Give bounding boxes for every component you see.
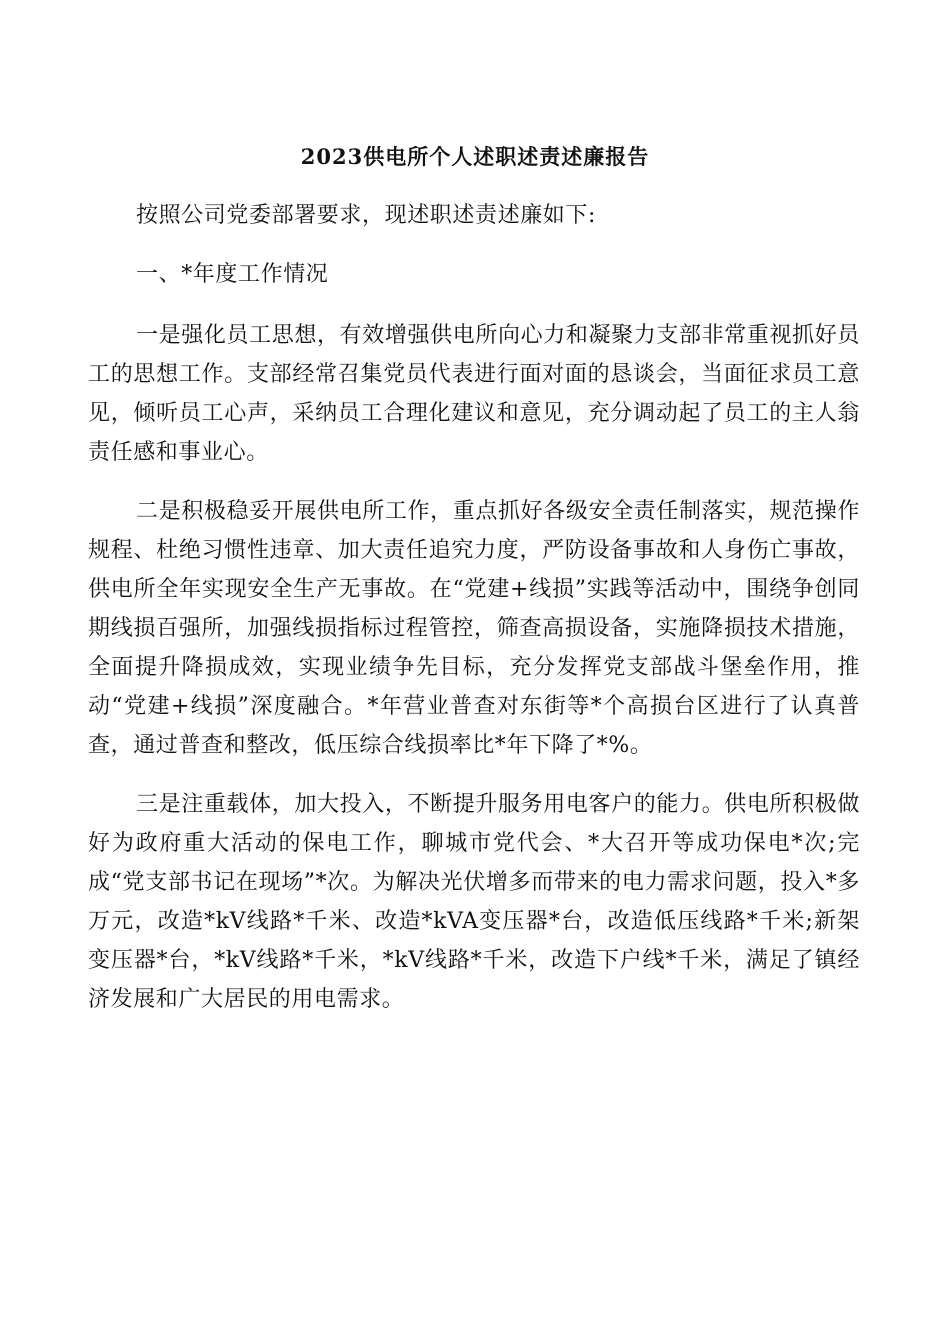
document-title: 2023供电所个人述职述责述廉报告 <box>300 144 650 169</box>
intro-paragraph: 按照公司党委部署要求，现述职述责述廉如下: <box>136 203 597 228</box>
section-heading: 一、*年度工作情况 <box>136 262 329 287</box>
paragraph-3: 三是注重载体，加大投入，不断提升服务用电客户的能力。供电所积极做好为政府重大活动的保电工作，聊城市党代会、*大召开等成功保电*次;完成“党支部书记在现场”*次。为解决光伏增多而带来的电力需求问题，投入*多万元，改造*kV线路*千米、改造*kVA变压器*台，改造低压线路*千米;新架变压器*台，*kV线路*千米，*kV线路*千米，改造下户线*千米，满足了镇经济发展和广大居民的用电需求。 <box>88 792 860 1012</box>
document-body <box>88 196 860 1039</box>
paragraph-1: 一是强化员工思想，有效增强供电所向心力和凝聚力支部非常重视抓好员工的思想工作。支部经常召集党员代表进行面对面的恳谈会，当面征求员工意见，倾听员工心声，采纳员工合理化建议和意见，充分调动起了员工的主人翁责任感和事业心。 <box>88 323 860 465</box>
paragraph-2: 二是积极稳妥开展供电所工作，重点抓好各级安全责任制落实，规范操作规程、杜绝习惯性违章、加大责任追究力度，严防设备事故和人身伤亡事故，供电所全年实现安全生产无事故。在“党建+线损”实践等活动中，围绕争创同期线损百强所，加强线损指标过程管控，筛查高损设备，实施降损技术措施，全面提升降损成效，实现业绩争先目标，充分发挥党支部战斗堡垒作用，推动“党建+线损”深度融合。*年营业普查对东街等*个高损台区进行了认真普查，通过普查和整改，低压综合线损率比*年下降了*%。 <box>88 499 860 758</box>
